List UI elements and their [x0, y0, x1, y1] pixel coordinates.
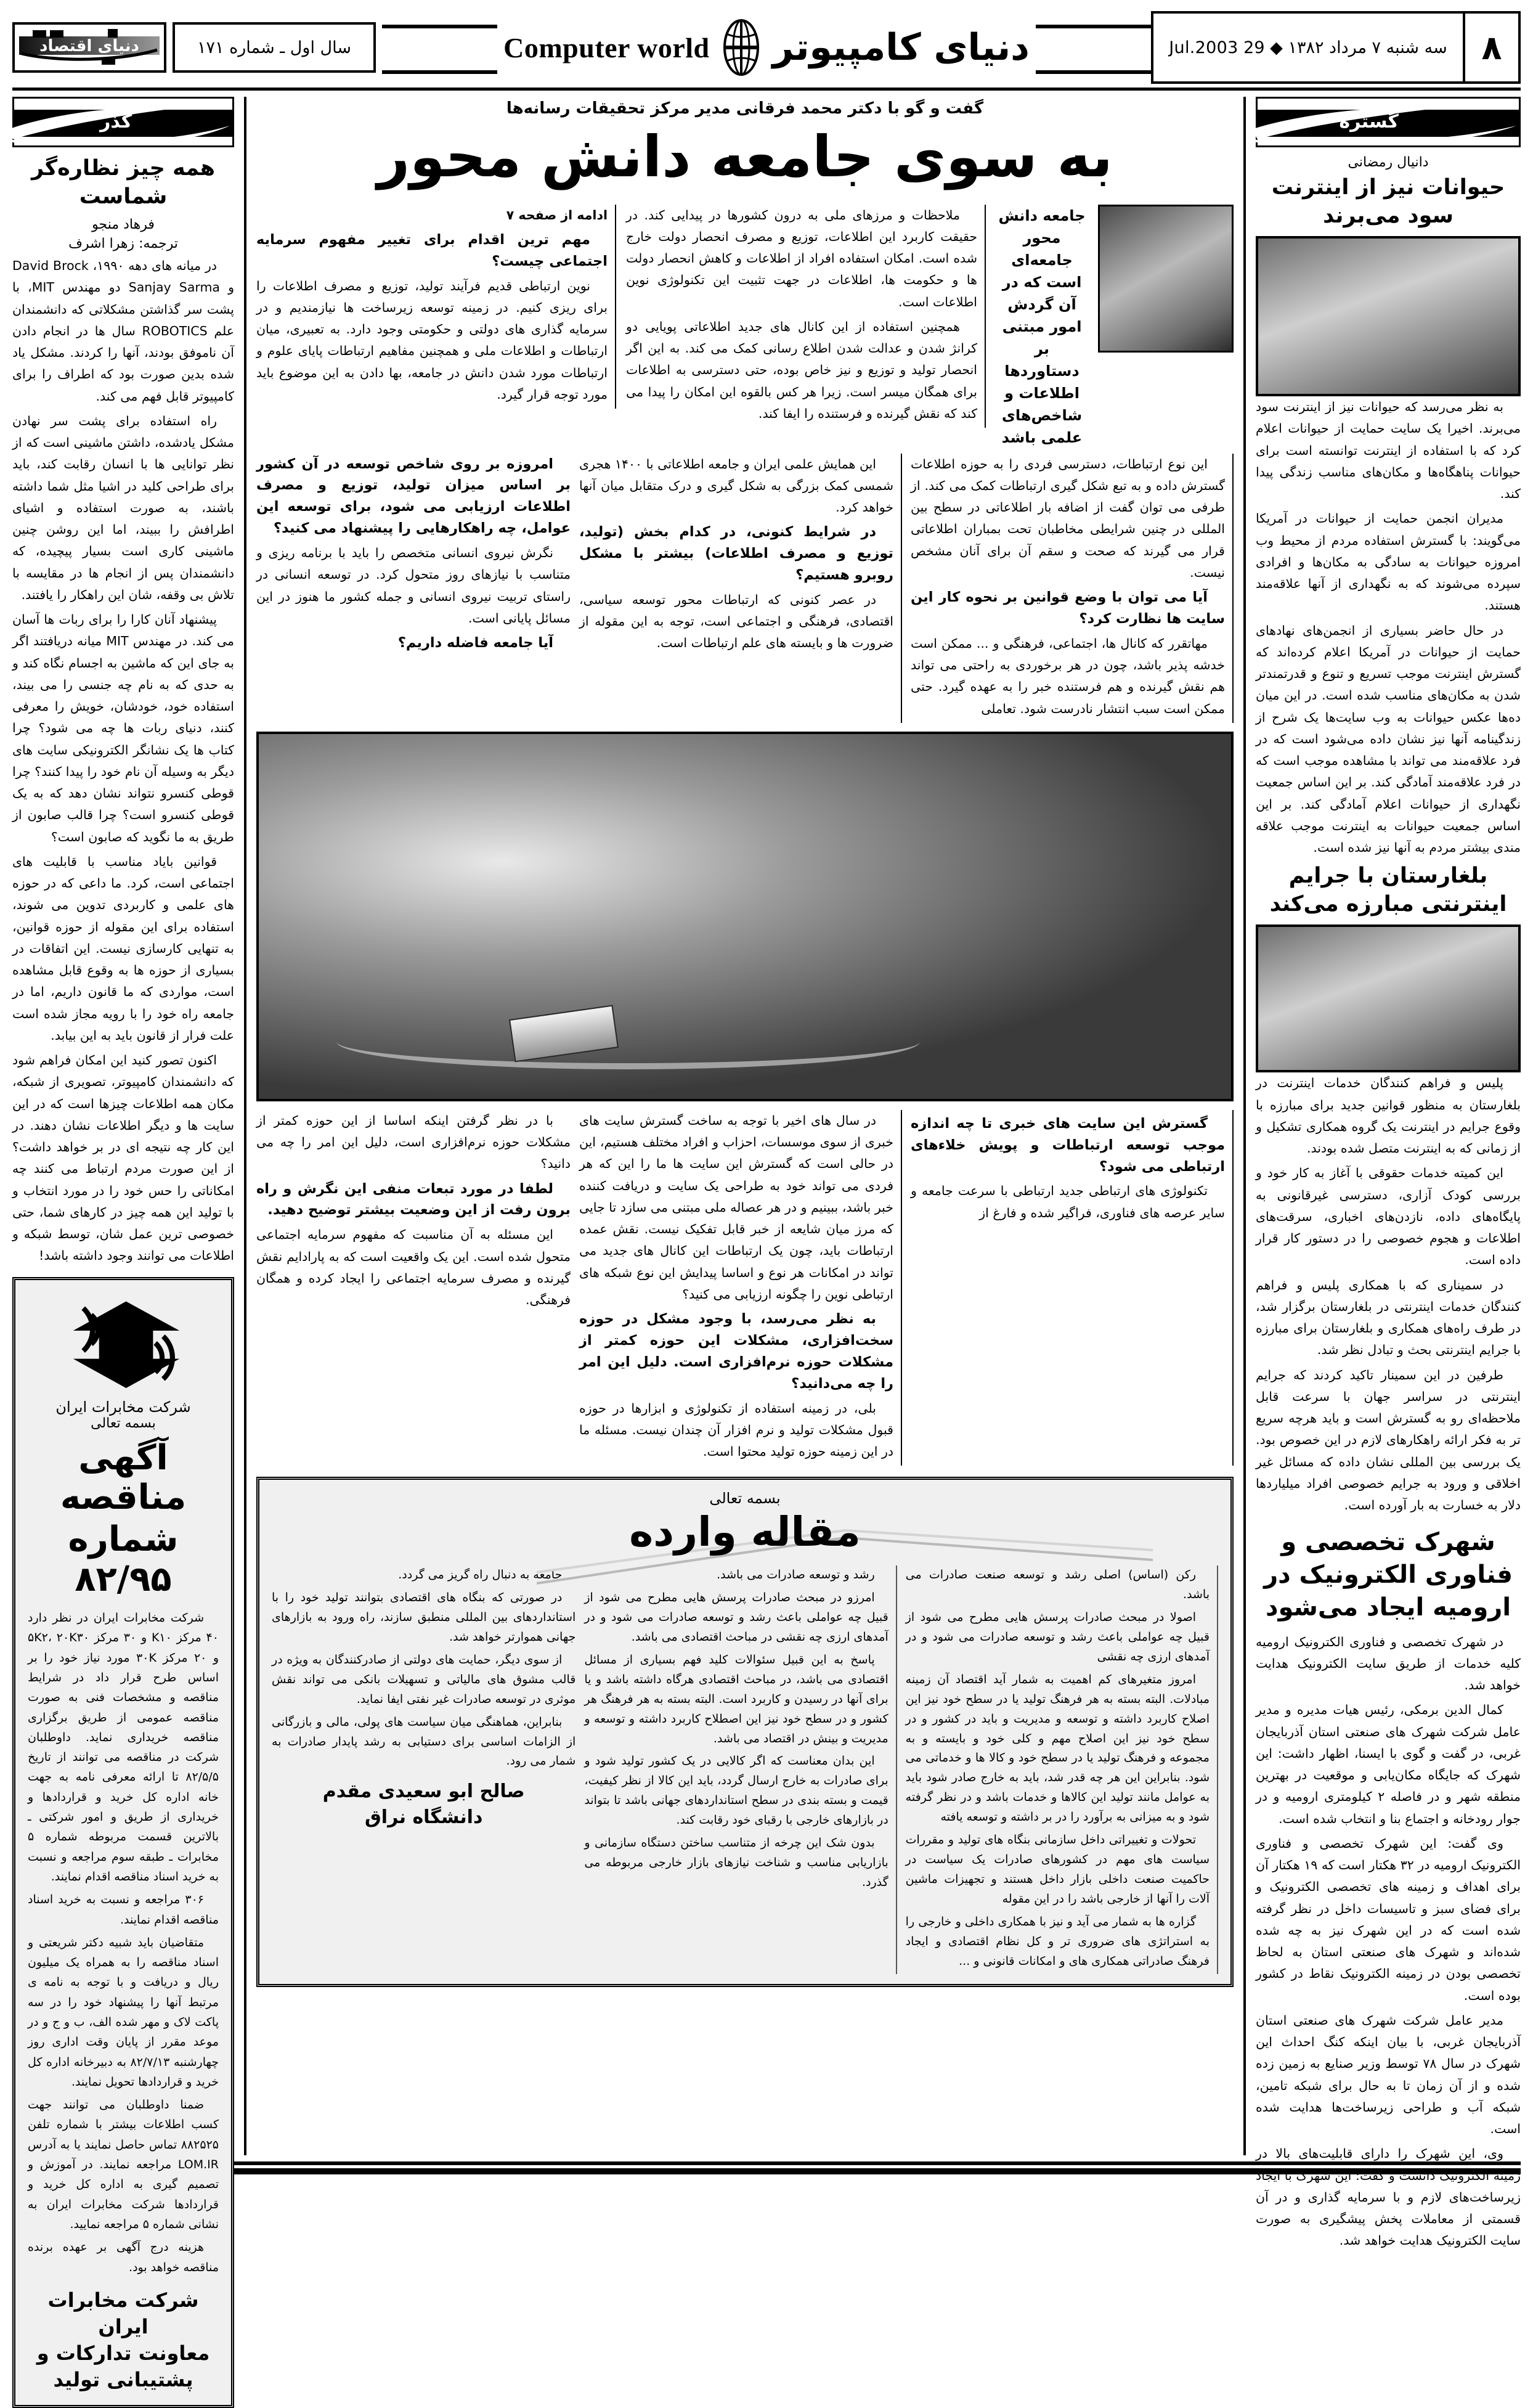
interview-subhead-2: در شرایط کنونی، در کدام بخش (تولید، توزیع و مصرف اطلاعات) بیشتر با مشکل روبرو هستیم؟	[579, 524, 893, 584]
masthead-title-area	[382, 11, 1151, 84]
submitted-col-3	[272, 1565, 575, 1974]
interview-subhead-4: آیا می توان با وضع قوانین بر نحوه کار این سایت ها نظارت کرد؟	[911, 589, 1225, 627]
paragraph: راه استفاده برای پشت سر نهادن مشکل یادشده، داشتن ماشینی است که از نظر توانایی ها با انسان رقابت کند، باید برای طراحی کلید در اشیا مثل شما داشته باشند، به صورت استفاده و اشیای اطرافش را ببیند، اما این روشن چنین ماشینی کاری است بسیار پیچیده، که دانشمندان پس از انجام ها در مقایسه با تلاش بی وقفه، شان این راهکار را یافتند.	[12, 413, 234, 602]
paragraph: در شهرک تخصصی و فناوری الکترونیک ارومیه کلیه خدمات از طریق سایت الکترونیک هدایت خواهد شد.	[1256, 1634, 1521, 1693]
paragraph: شرکت مخابرات ایران در نظر دارد ۴۰ مرکز K۱۰ و ۳۰ مرکز ۵K۲، ۲۰K۳۰ و ۲۰ مرکز ۳۰K مورد نیاز خود را بر اساس طرح قرار داد در شرایط مناقصه و مشخصات فنی به صورت مناقصه عمومی از طریق برگزاری مناقصه خریداری نماید. داوطلبان شرکت در مناقصه می توانند از تاریخ ۸۲/۵/۵ تا ارائه معرفی نامه به جهت خانه اداره کل خرید و قراردادها و خریداری از طریق و امور شرکتی ـ بالاترین قسمت مربوطه شماره ۵ مخابرات ـ طبقه سوم مراجعه و نسبت به خرید اسناد مناقصه اقدام نمایند.	[28, 1611, 219, 1884]
paragraph: در میانه های دهه ۱۹۹۰، David Brock و Sanjay Sarma دو مهندس MIT، با پشت سر گذاشتن مشکلاتی که دانشمندان علم ROBOTICS سال ها در انجام دادن آن ناموفق بودند، آنها را کردند. مشکل یاد شده بدین صورت بود که اطراف را برای کامپیوتر قابل فهم می کند.	[12, 258, 234, 404]
masthead	[12, 11, 1521, 84]
paragraph: متقاضیان باید شبیه دکتر شریعتی و اسناد مناقصه را به همراه یک میلیون ریال و دریافت و با توجه به نامه ی مرتبط آنها را پیشنهاد خود را در سه پاکت لاک و مهر شده الف، ب و ج و در موعد مقرر از پایان وقت اداری روز چهارشنبه ۸۲/۷/۱۳ به دبیرخانه اداره کل خرید و قراردادها تحویل نمایند.	[28, 1935, 219, 2089]
paragraph: مدیر عامل شرکت شهرک های صنعتی استان آذربایجان غربی، با بیان اینکه کنگ احداث این شهرک در سال ۷۸ توسط وزیر صنایع به زمین زده شده و از آن زمان تا به حال برای شبکه تامین، شبکه آب و طراحی زیرساخت‌ها هدایت شده است.	[1256, 2012, 1521, 2137]
paragraph: طرفین در این سمینار تاکید کردند که جرایم اینترنتی در سراسر جهان با سرعت قابل ملاحظه‌ای رو به گسترش است و باید هرچه سریع تر به فکر ارائه راهکارهای لازم در این خصوص بود. یک بررسی بین المللی نشان داده که مسائل غیر اخلاقی و ورود به جرایم خصوصی افراد میلیاردها دلار به خسارت به بار آورده است.	[1256, 1367, 1521, 1512]
interview-col-1	[911, 454, 1234, 723]
tender-body	[28, 1608, 219, 2277]
paragraph: همچنین استفاده از این کانال های جدید اطلاعاتی پویایی دو کرانژ شدن و عدالت شدن اطلاع رسانی کمک می کند. به این اگر انحصار تولید و توزیع و نیز خاص بوده، حتی دسترسی به اطلاعات برای همگان میسر است. زیرا هر کس بالقوه این امکان را پیدا می کند که نقش گیرنده و فرستنده را ایفا کند.	[626, 319, 977, 421]
paragraph: به نظر می‌رسد که حیوانات نیز از اینترنت سود می‌برند. اخیرا یک سایت حمایت از حیوانات اعلام کرد که با استفاده از اینترنت توانسته است برای حیوانات پناهگاه‌ها و مکان‌های مناسب زندگی پیدا کند.	[1256, 399, 1521, 501]
issue-number: سال اول ـ شماره ۱۷۱	[173, 22, 376, 73]
interview-headline: به سوی جامعه دانش محور	[377, 124, 1113, 190]
paragraph: رکن (اساس) اصلی رشد و توسعه صنعت صادرات می باشد.	[905, 1568, 1210, 1602]
photo-animals	[1256, 236, 1521, 396]
article-body-bulgaria	[1256, 1072, 1521, 1516]
paragraph: این همایش علمی ایران و جامعه اطلاعاتی با ۱۴۰۰ هجری شمسی کمک بزرگی به شکل گیری و درک متقابل میان آنها خواهد کرد.	[579, 456, 893, 515]
author-byline: دانیال رمضانی	[1348, 155, 1429, 170]
interview-bcol-1	[911, 1110, 1234, 1466]
paragraph: مهاتقرر که کانال ها، اجتماعی، فرهنگی و ... ممکن است خدشه پذیر باشد، چون در هر برخوردی به راحتی می تواند هم نقش گیرنده و هم فرستنده خبر را به عهده گیرد. حتی ممکن است سبب انتشار نادرست شود. تعاملی	[911, 635, 1225, 716]
article-headline-bulgaria: بلغارستان با جرایم اینترنتی مبارزه می‌کند	[1269, 863, 1507, 916]
masthead-right	[1151, 11, 1521, 84]
section-flag-gostareh	[1256, 97, 1521, 147]
paragraph: با در نظر گرفتن اینکه اساسا از این حوزه کمتر از مشکلات حوزه نرم‌افزاری است، دلیل این امر را چه می دانید؟	[256, 1112, 571, 1172]
paragraph: نگرش نیروی انسانی متخصص را باید با برنامه ریزی و متناسب با نیازهای روز متحول کرد. در توسعه انسانی در راستای تربیت نیروی انسانی و جمله کشور ما هنوز در این مسائل پایانی است.	[256, 545, 571, 626]
interview-subhead-8: لطفا در مورد تبعات منفی این نگرش و راه برون رفت از این وضعیت بیشتر توضیح دهید.	[256, 1180, 571, 1218]
paragraph: در صورتی که بنگاه های اقتصادی بتوانند تولید خود را با استانداردهای بین المللی منطبق سازند، راه ورود به بازارهای جهانی هموارتر خواهد شد.	[272, 1591, 576, 1644]
article-headline-orumiyeh: شهرک تخصصی و فناوری الکترونیک در ارومیه ایجاد می‌شود	[1264, 1528, 1513, 1622]
submitted-col-1	[906, 1565, 1218, 1974]
continued-from: ادامه از صفحه ۷	[506, 207, 608, 222]
brand-logo	[12, 22, 166, 73]
paragraph: در عصر کنونی که ارتباطات محور توسعه سیاسی، اقتصادی، فرهنگی و اجتماعی است، توجه به این مقوله از ضرورت ها و بایسته های علم ارتباطات است.	[579, 592, 893, 651]
paragraph: از سوی دیگر، حمایت های دولتی از صادرکنندگان به ویژه در قالب مشوق های مالیاتی و تسهیلات بانکی می تواند نقش موثری در توسعه صادرات غیر نفتی ایفا نماید.	[272, 1652, 576, 1706]
paragraph: امروز متغیرهای کم اهمیت به شمار آید اقتصاد آن زمینه مبادلات. البته بسته به هر فرهنگ تولید یا در سطح خود نیز این اصلاح کاربرد داشته و توسعه و مدیریت و باید در کشور و در سطح خود نیز این اصلاح مهم و کلی خود و بایسته و به مجموعه و فرهنگ تولید یا در سطح خود و کالا ها و خدماتی می شود. بنابراین این هر چه قدر شد، باید به خارج صادر شود باید به عوامل مانند تولید این کالاها و خدمات باشد و در نظر گرفته شود و به میزانی به برآورد را در بر داشته و توسعه یافته	[905, 1672, 1210, 1824]
paragraph: تحولات و تغییراتی داخل سازمانی بنگاه های تولید و مقررات سیاست های مهم در کشورهای صادرات یک سیاست در حاکمیت صنعت داخلی بازار داخل هستند و تجهیزات ماشین آلات را آنها از خارجی باشد را در این مقوله	[905, 1833, 1210, 1906]
paragraph: این مسئله به آن مناسبت که مفهوم سرمایه اجتماعی متحول شده است. این یک واقعیت است که به پارادایم نقش گیرنده و مصرف سرمایه اجتماعی را ایجاد کرده و همگان فرهنگی.	[256, 1227, 571, 1308]
submitted-article-signature	[272, 1779, 575, 1830]
paragraph: بدون شک این چرخه از متناسب ساختن دستگاه سازمانی و بازاریابی مناسب و شناخت نیازهای بازار خارجی مربوطه می گذرد.	[584, 1836, 888, 1889]
masthead-left	[12, 11, 382, 84]
gozar-translator: ترجمه: زهرا اشرف	[68, 236, 178, 251]
paragraph: امرزو در مبحث صادرات پرسش هایی مطرح می شود از قبیل چه عواملی باعث رشد و توسعه صادرات می شود و در آمدهای ارزی چه نقشی در مباحث اقتصادی می باشد.	[584, 1591, 888, 1644]
paragraph: این بدان معناست که اگر کالایی در یک کشور تولید شود و برای صادرات به خارج ارسال گردد، باید این کالا از نظر کیفیت، قیمت و بسته بندی در سطح استانداردهای جهانی باشد تا بتواند در بازارهای خارجی با رقبای خود رقابت کند.	[584, 1754, 888, 1827]
bismillah-label: بسمه تعالی	[709, 1490, 781, 1508]
page-number: ۸	[1481, 28, 1502, 67]
paper-title-fa: دنیای کامپیوتر	[772, 26, 1030, 69]
submitted-article-box	[256, 1477, 1234, 1987]
interview-top-block	[256, 205, 1234, 449]
interview-bottom-columns	[256, 1110, 1234, 1466]
signature-department: معاونت تدارکات و پشتیبانی تولید	[36, 2341, 210, 2392]
paragraph: در سال های اخیر با توجه به ساخت گسترش سایت های خبری از سوی موسسات، احزاب و افراد مختلف هستیم، این در حالی است که گسترش این سایت ها ما را این که هر فردی می تواند خود به طراحی یک سایت و دریافت کننده خبر باشد، ببینیم و در هر عصاله ملی مبتنی می سازد تا جایی که مرز میان شایعه از خبر قابل تفکیک نیست. نقش عمده ارتباطات باید، چون یک ارتباطات این کانال های جدید می تواند در امکانات هر نوع و اساسا پیدایش این نوع شبکه های ارتباطی نوین را چگونه ارزیابی می کنید؟	[579, 1112, 893, 1302]
submitted-article-columns	[272, 1565, 1218, 1974]
paragraph: نوین ارتباطی قدیم فرآیند تولید، توزیع و مصرف اطلاعات را برای ریزی کنیم. در زمینه توسعه زیرساخت ها نیازمندیم و در سرمایه گذاری های دولتی و حکومتی وجود دارد. به تعبیری، میان ارتباطات و اطلاعات ملی و همچنین مفاهیم ارتباطات پایای علوم و ارتباطات مورد شدن دانش در جامعه، بها دادن به این موضوع باید مورد توجه قرار گیرد.	[256, 278, 608, 402]
paragraph: وی گفت: این شهرک تخصصی و فناوری الکترونیک ارومیه در ۳۲ هکتار است که ۱۹ هکتار آن برای اهداف و زمینه های تخصصی الکترونیک و برای فضای سبز و تاسیسات داخل در نظر گرفته شده است که در این شهرک نیز به چه شده شده‌اند و شهرک های صنعتی استان به لحاظ تخصصی بودن در زمینه الکترونیک نقاط در کشور بوده است.	[1256, 1835, 1521, 2003]
paragraph: بلی، در زمینه استفاده از تکنولوژی و ابزارها در حوزه قبول مشکلات تولید و نرم افزار آن چندان نیست. مسئله ما در این زمینه حوزه تولید محتوا است.	[579, 1400, 893, 1459]
paragraph: ضمنا داوطلبان می توانند جهت کسب اطلاعات بیشتر با شماره تلفن ۸۸۲۵۲۵ تماس حاصل نمایند یا به آدرس LOM.IR مراجعه نمایند. در آموزش و تصمیم گیری به اداره کل خرید و قراردادها شرکت مخابرات ایران به نشانی شماره ۵ مراجعه نمایید.	[28, 2098, 219, 2231]
submitted-col-2	[584, 1565, 897, 1974]
paragraph: در حال حاضر بسیاری از انجمن‌های نهادهای حمایت از حیوانات در آمریکا اعلام کرده‌اند که گسترش اینترنت موجب تسریع و تنوع و قدرتمندتر شدن به مکان‌های مناسب شده است. در این میان ده‌ها عکس حیوانات به وب سایت‌ها یک شرح از زندگینامه آنها نیز نشان داده می‌شود است که در فرد علاقه‌مند می تواند با مشاهده موجب است که در فرد علاقه‌مند آمادگی کند. بر این اساس جمعیت نگهداری از حیوانات اعلام آمادگی کند. بر این اساس جمعیت حیوانات به اینترنت موجب علاقه مندی بیشتر مردم به آنها نیز شده است.	[1256, 622, 1521, 855]
article-body-animals	[1256, 396, 1521, 859]
column-gozar	[12, 97, 246, 2392]
paragraph: رشد و توسعه صادرات می باشد.	[717, 1568, 875, 1582]
gozar-headline: همه چیز نظاره‌گر شماست	[31, 156, 215, 209]
portrait-photo	[1098, 205, 1234, 353]
masthead-bottom-rule	[12, 88, 1521, 91]
paragraph: قوانین بایاد مناسب با قابلیت های اجتماعی است، کرد. ما داعی که در حوزه های علمی و کاربردی تدوین می شوند، استفاده برای این مقوله از حوزه قوانین، به تنهایی کارسازی نیست. این اتفاقات در بسیاری از حوزه ها به وقوع قابل مشاهده است، مواردی که ما قانون داریم، اما در جامعه راه خود را با رویه مجاز شده است علت فرار از قانون باید به این بیابد.	[12, 854, 234, 1043]
paragraph: ۳۰۶ مراجعه و نسبت به خرید اسناد مناقصه اقدام نمایند.	[28, 1893, 219, 1927]
gozar-body	[12, 255, 234, 1267]
interview-subhead-5: گسترش این سایت های خبری تا چه اندازه موجب توسعه ارتباطات و پویش خلاءهای ارتباطی می شود؟	[911, 1115, 1225, 1175]
paragraph: هزینه درج آگهی بر عهده برنده مناقصه خواهد بود.	[28, 2240, 219, 2274]
column-main-interview	[246, 97, 1243, 2155]
tender-title: آگهی مناقصه	[60, 1437, 187, 1517]
paper-title-en: Computer world	[503, 31, 710, 63]
paragraph: اصولا در مبحث صادرات پرسش هایی مطرح می شود از قبیل چه عواملی باعث رشد و توسعه صادرات می شود و در آمدهای ارزی چه نقشی	[905, 1610, 1210, 1663]
paragraph: در سمیناری که با همکاری پلیس و فراهم کنندگان خدمات اینترنتی در بلغارستان برگزار شد، در طرف راه‌های همکاری و بلغارستان برای مبارزه با جرایم اینترنتی بحث و تبادل نظر شد.	[1256, 1277, 1521, 1358]
article-headline-animals: حیوانات نیز از اینترنت سود می‌برند	[1271, 175, 1505, 228]
photo-bulgaria	[1256, 924, 1521, 1072]
interview-col-a-top	[626, 205, 986, 428]
interview-mid-columns	[256, 454, 1234, 723]
interview-kicker: گفت و گو با دکتر محمد فرقانی مدیر مرکز تحقیقات رسانه‌ها	[506, 99, 984, 118]
issue-date: سه شنبه ۷ مرداد ۱۳۸۲ ◆ 29 Jul.2003	[1153, 14, 1465, 81]
signature-company: شرکت مخابرات ایران	[47, 2288, 199, 2339]
interview-subhead-6: امروزه بر روی شاخص توسعه در آن کشور بر اساس میزان تولید، توزیع و مصرف اطلاعات ارزیابی می شود، برای توسعه این عوامل، چه راهکارهایی را پیشنهاد می کنید؟	[256, 455, 571, 537]
interview-col-3	[256, 454, 571, 723]
gozar-author: فرهاد منجو	[92, 217, 155, 232]
tender-advertisement	[12, 1277, 234, 2408]
globe-icon	[721, 19, 762, 76]
paragraph: تکنولوژی های ارتباطی جدید ارتباطی با سرعت جامعه و سایر عرصه های فناوری، فراگیر شده و فارغ از	[911, 1183, 1225, 1220]
interview-subhead-1: مهم ترین اقدام برای تغییر مفهوم سرمایه اجتماعی چیست؟	[256, 231, 608, 269]
advertiser-name: شرکت مخابرات ایران	[55, 1398, 191, 1416]
telecom-iran-logo	[28, 1291, 219, 1396]
paragraph: پاسخ به این قبیل سئوالات کلید فهم بسیاری از مسائل اقتصادی می باشد، در مباحث اقتصادی هرگاه داشته باشد و یا برای آنها در رسیدن و کاربرد است. البته بسته به هر فرهنگ هر کشور و در سطح خود نیز این اصطلاح کاربرد داشته و توسعه و مدیریت و بینش در اقتصاد می باشد.	[584, 1652, 888, 1745]
column-gostareh	[1243, 97, 1521, 2248]
interview-subhead-3: به نظر می‌رسد، با وجود مشکل در حوزه سخت‌افزاری، مشکلات این حوزه کمتر از مشکلات حوزه نرم‌افزاری است. دلیل این امر را چه می‌دانید؟	[579, 1311, 893, 1392]
tender-number: شماره ۸۲/۹۵	[68, 1519, 179, 1599]
paragraph: این نوع ارتباطات، دسترسی فردی را به حوزه اطلاعات گسترش داده و به تبع شکل گیری ارتباطات کمک می کند. از طرفی می توان گفت از اضافه بار اطلاعاتی در سطح بین المللی در چنین شرایطی مخاطبان تحت بمباران اطلاعاتی قرار می گیرند که صحت و سقم آن برای آنان مشخص نیست.	[911, 456, 1225, 580]
interview-col-b-top	[256, 205, 616, 409]
signature-name: صالح ابو سعیدی مقدم	[322, 1781, 525, 1803]
interview-col-2	[579, 454, 902, 723]
tender-signature	[28, 2287, 219, 2394]
main-photo	[256, 732, 1234, 1101]
paragraph: این کمیته خدمات حقوقی با آغاز به کار خود و بررسی کودک آزاری، دسترسی غیرقانونی به پایگاه‌های داده، نازدن‌های اخباری، سرقت‌های اطلاعات و هجوم خصوصی را در دستور کار قرار داده است.	[1256, 1165, 1521, 1268]
pull-quote: جامعه دانش محور جامعه‌ای است که در آن گردش امور مبتنی بر دستاوردها اطلاعات و شاخص‌های علمی باشد	[998, 206, 1086, 446]
paragraph: وی، این شهرک را دارای قابلیت‌های بالا در زمینه الکترونیک دانست و گفت: این شهرک با ایجاد زیرساخت‌های لازم و با سرمایه گذاری و در آن قسمتی از معاملات پخش پیشگیری به صورت سایت الکترونیک هدایت خواهد شد.	[1256, 2146, 1521, 2248]
section-flag-label: گذر	[100, 111, 132, 133]
svg-text:دنیای اقتصاد: دنیای اقتصاد	[39, 37, 139, 55]
submitted-article-title: مقاله وارده	[629, 1508, 861, 1556]
paragraph: جامعه به دنبال راه گریز می گردد.	[398, 1568, 563, 1582]
paragraph: پیشنهاد آنان کارا را برای ربات ها آسان می کند. در مهندس MIT میانه دریافتند اگر به جای این که ماشین به اجسام نگاه کند و به حدی که به نام چه جنسی را می بیند، استفاده خود، خودشان، خویش را معرفی کنند، دنیای ربات ها چه می شود؟ چرا کتاب ها یک نشانگر الکترونیکی سایت های دیگر به وسیله آن نام خود را پیدا کنند؟ چرا قوطی کنسرو نتواند نشان دهد که به یک قوطی کنسرو است؟ چرا قالب صابون از طریق به ما نگوید که صابون است؟	[12, 612, 234, 844]
paragraph: کمال الدین برمکی، رئیس هیات مدیره و مدیر عامل شرکت شهرک های صنعتی استان آذربایجان غربی، در گفت و گوی با ایسنا، اظهار داشت: این شهرک که جایگاه مکان‌یابی و موقعیت در بهترین منطقه شهر و در فاصله ۲ کیلومتری ارومیه و در جوار رودخانه و اجتماع بنا و انتخاب شده است.	[1256, 1702, 1521, 1826]
section-flag-label: گستره	[1339, 111, 1399, 133]
paragraph: بنابراین، هماهنگی میان سیاست های پولی، مالی و بازرگانی از الزامات اساسی برای دستیابی به رشد پایدار صادرات به شمار می رود.	[272, 1715, 576, 1768]
section-flag-gozar	[12, 97, 234, 147]
paragraph: مدیران انجمن حمایت از حیوانات در آمریکا می‌گویند: با گسترش استفاده مردم از محیط وب امروزه حیوانات به سادگی به مکان‌ها و افرادی سپرده می‌شوند که به نگهداری از آنها علاقه‌مند هستند.	[1256, 511, 1521, 613]
interview-bcol-2	[579, 1110, 902, 1466]
page-grid	[12, 97, 1521, 2392]
signature-affiliation: دانشگاه نراق	[364, 1806, 483, 1829]
paragraph: ملاحظات و مرزهای ملی به درون کشورها در پیدایی کند. در حقیقت کاربرد این اطلاعات، توزیع و مصرف انحصار دولت خارج شده است. امکان استفاده افراد از اطلاعات و کاهش انحصار دولت ها و حکومت ها، اطلاعات در جهت تثبیت این تکنولوژی نوین اطلاعات است.	[626, 207, 977, 309]
paragraph: گزاره ها به شمار می آید و نیز با همکاری داخلی و خارجی را به استراتژی های ضروری تر و کل نظام اقتصادی و ایجاد فرهنگ صادراتی همکاری های و امکانات قانونی و ...	[905, 1914, 1210, 1968]
paragraph: پلیس و فراهم کنندگان خدمات اینترنت در بلغارستان به منظور قوانین جدید برای مبارزه با وقوع جرایم در اینترنت یک گروه همکاری تشکیل و از زمانی که به اینترنت متصل شده بودند.	[1256, 1075, 1521, 1156]
interview-subhead-7: آیا جامعه فاضله داریم؟	[397, 635, 553, 651]
interview-bcol-3	[256, 1110, 571, 1466]
bismillah-label: بسمه تعالی	[91, 1415, 156, 1431]
article-body-orumiyeh	[1256, 1631, 1521, 2252]
paragraph: اکنون تصور کنید این امکان فراهم شود که دانشمندان کامپیوتر، تصویری از شبکه، مکان همه اطلاعات چیزها است که در این سایت ها و دیگر اطلاعات نشان دهند. در این کار چه نتیجه ای در بر خواهد داشت؟ از این صورت مردم ارتباط می کنند چه امکاناتی را حس خود را در مورد انتخاب و با تولید این همه چیز در کارهای شما، حتی خصوصی ترین عمل شان، توسط شبکه و اطلاعات می توانند وجود داشته باشد!	[12, 1053, 234, 1263]
